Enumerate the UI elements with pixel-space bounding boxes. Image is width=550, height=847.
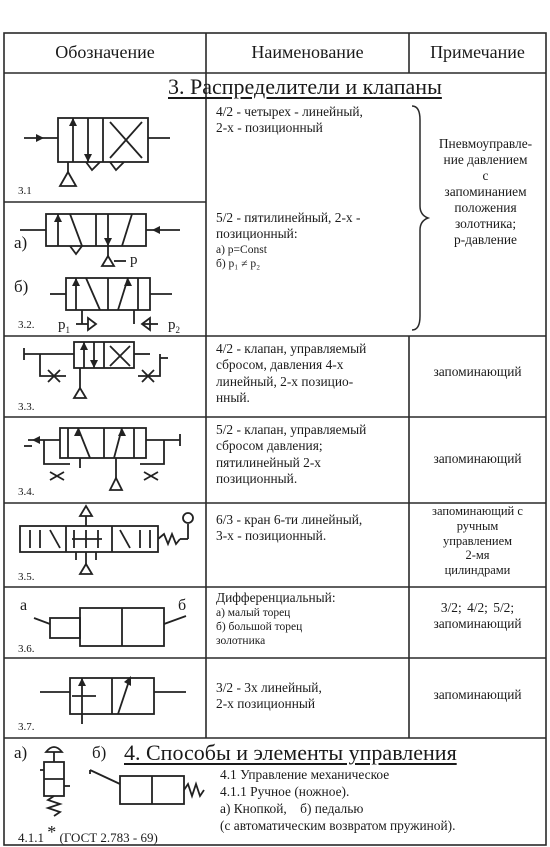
section-4-line: а) Кнопкой, б) педалью bbox=[220, 801, 364, 817]
row-3-3-name-line: сбросом, давления 4-х bbox=[216, 357, 344, 373]
valve-4-2-exhaust-symbol bbox=[10, 338, 200, 414]
row-3-2-id: 3.2. bbox=[18, 319, 35, 331]
row-3-2-name-line: позиционный: bbox=[216, 226, 298, 242]
row-3-6-name bbox=[216, 590, 336, 648]
valve-6-3-symbol bbox=[10, 504, 200, 584]
row-3-1-id: 3.1 bbox=[18, 185, 32, 197]
row-3-7-name-line: 2-х позиционный bbox=[216, 696, 316, 712]
row-3-6-name-line: а) малый торец bbox=[216, 607, 291, 620]
row-3-2-name-line: а) p=Const bbox=[216, 243, 267, 256]
row-3-5-name-line: 3-х - позиционный. bbox=[216, 528, 327, 544]
section-4-line: 4.1 Управление механическое bbox=[220, 767, 390, 782]
group-note-line: положения bbox=[454, 200, 517, 216]
row-3-2-p2 bbox=[168, 316, 180, 336]
row-3-4-name-line: сбросом давления; bbox=[216, 438, 323, 454]
gost-reference: (ГОСТ 2.783 - 69) bbox=[59, 830, 158, 845]
valve-3-2-symbol bbox=[10, 666, 200, 734]
section-4-line: 4.1.1 Ручное (ножное). bbox=[220, 784, 350, 800]
row-3-3-name-line: 4/2 - клапан, управляемый bbox=[216, 341, 367, 356]
row-3-6-note-line: запоминающий bbox=[433, 616, 522, 632]
group-note bbox=[425, 136, 546, 249]
row-3-5-name-line: 6/3 - кран 6-ти линейный, bbox=[216, 512, 363, 527]
row-3-5-note-line: 2-мя bbox=[465, 548, 490, 563]
row-3-3-name bbox=[216, 341, 366, 406]
row-3-5-note-line: запоминающий с bbox=[432, 504, 523, 518]
row-3-2-name bbox=[216, 210, 360, 271]
row-3-5-note-line: ручным bbox=[456, 518, 499, 533]
row-3-4-note: запоминающий bbox=[433, 451, 522, 466]
row-3-6-name-line: б) большой торец bbox=[216, 621, 303, 634]
row-3-2-sub-b: б) bbox=[14, 277, 29, 296]
row-3-3-note: запоминающий bbox=[433, 364, 522, 379]
manual-control-symbol bbox=[30, 740, 210, 824]
row-3-5-note-line: цилиндрами bbox=[444, 563, 511, 577]
row-3-6-note-line: 3/2; 4/2; 5/2; bbox=[440, 600, 515, 615]
row-3-4-id: 3.4. bbox=[18, 486, 35, 498]
section-4-id: 4.1.1 bbox=[18, 830, 44, 845]
row-3-6-id: 3.6. bbox=[18, 643, 35, 655]
row-3-2-p: p bbox=[130, 252, 138, 268]
row-3-5-id: 3.5. bbox=[18, 571, 35, 583]
differential-spool-symbol bbox=[10, 592, 200, 654]
section-4-sub-b: б) bbox=[92, 743, 107, 762]
section-4-sub-a: а) bbox=[14, 743, 28, 762]
row-3-5-name bbox=[216, 512, 362, 545]
section-4-text bbox=[220, 766, 455, 835]
row-3-7-name-line: 3/2 - 3х линейный, bbox=[216, 680, 322, 695]
row-3-5-note bbox=[409, 504, 546, 578]
group-note-line: Пневмоуправле- bbox=[438, 136, 533, 151]
group-note-line: золотника; bbox=[454, 216, 517, 232]
section-4-title: 4. Способы и элементы управления bbox=[124, 740, 457, 765]
row-3-3-name-line: линейный, 2-х позицио- bbox=[216, 373, 354, 389]
header-name: Наименование bbox=[251, 42, 364, 62]
row-3-4-name bbox=[216, 422, 366, 487]
group-note-line: запоминанием bbox=[444, 184, 527, 200]
section-4-id-gost bbox=[18, 822, 158, 846]
asterisk: * bbox=[47, 822, 57, 842]
p1-letter: p bbox=[58, 317, 66, 333]
valve-5-2-pressure-symbol bbox=[10, 206, 200, 334]
row-3-1-name bbox=[216, 104, 363, 137]
row-3-4-name-line: 5/2 - клапан, управляемый bbox=[216, 422, 367, 437]
row-3-6-name-line: золотника bbox=[216, 635, 266, 648]
row-3-1-name-line: 4/2 - четырех - линейный, bbox=[216, 104, 363, 119]
row-3-5-note-line: управлением bbox=[442, 533, 513, 548]
row-3-2-name-line: 5/2 - пятилинейный, 2-х - bbox=[216, 210, 361, 225]
row-3-7-id: 3.7. bbox=[18, 721, 35, 733]
row-3-6-label-a: а bbox=[20, 597, 28, 614]
section-4-line: (с автоматическим возвратом пружиной). bbox=[220, 818, 456, 834]
row-3-7-name bbox=[216, 680, 322, 713]
header-note: Примечание bbox=[430, 42, 525, 62]
row-3-3-id: 3.3. bbox=[18, 401, 35, 413]
row-3-1-name-line: 2-х - позиционный bbox=[216, 120, 323, 136]
row-3-2-sub-a: а) bbox=[14, 233, 28, 252]
row-3-6-label-b: б bbox=[178, 597, 187, 614]
p1-subscript: 1 bbox=[65, 325, 70, 335]
group-note-line: с bbox=[482, 168, 489, 184]
section-3-title: 3. Распределители и клапаны bbox=[168, 74, 442, 99]
group-note-line: ние давлением bbox=[443, 152, 528, 168]
row-3-2-name-line: б) p₁ ≠ p₂ bbox=[216, 257, 261, 270]
row-3-6-name-line: Дифференциальный: bbox=[216, 590, 336, 605]
p2-subscript: 2 bbox=[175, 325, 180, 335]
row-3-4-name-line: позиционный. bbox=[216, 471, 298, 487]
p2-letter: p bbox=[168, 317, 176, 333]
row-3-4-name-line: пятилинейный 2-х bbox=[216, 454, 321, 470]
row-3-7-note: запоминающий bbox=[433, 687, 522, 702]
group-note-line: р-давление bbox=[454, 232, 517, 248]
row-3-3-name-line: нный. bbox=[216, 390, 250, 406]
row-3-2-p1 bbox=[58, 316, 70, 336]
header-designation: Обозначение bbox=[55, 42, 155, 62]
valve-5-2-exhaust-symbol bbox=[10, 420, 200, 500]
valve-4-2-symbol bbox=[10, 108, 200, 198]
row-3-6-note bbox=[409, 600, 546, 632]
